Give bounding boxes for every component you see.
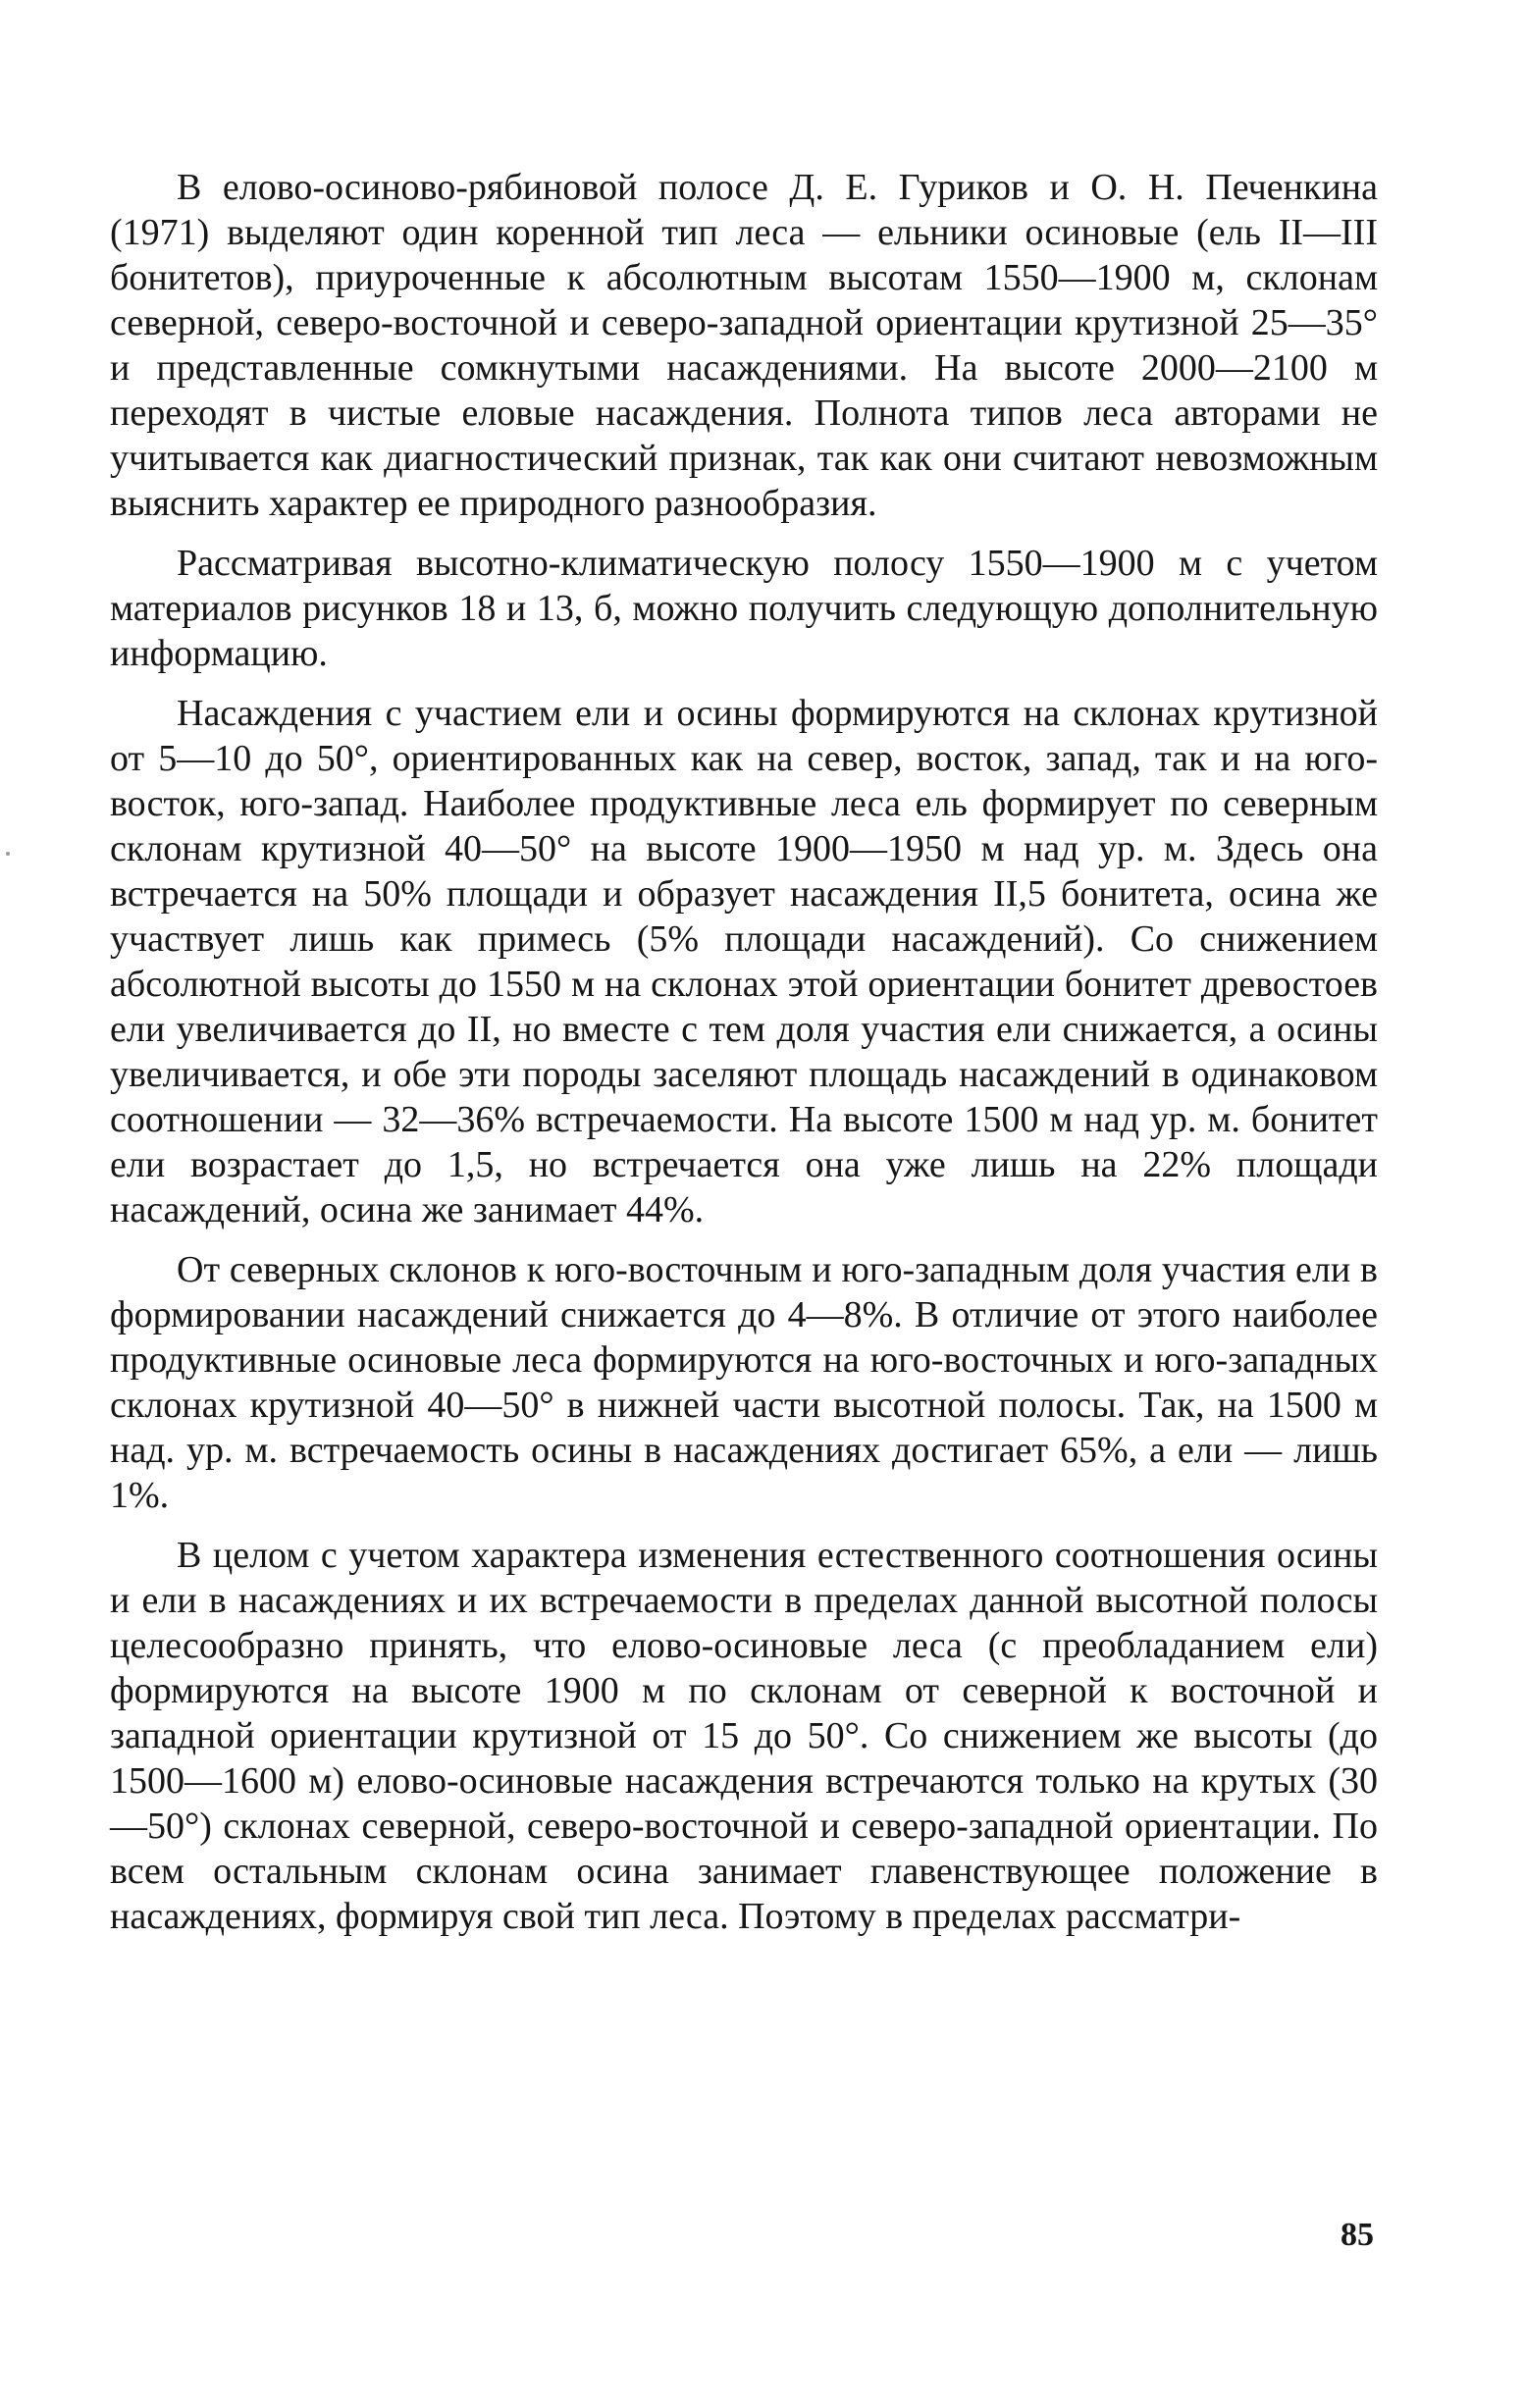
paragraph-3: Насаждения с участием ели и осины формируются на склонах крутизной от 5—10 до 50°, ориентированных как на север, восток, запад, так и на юго-восток, юго-запад. Наиболее продуктивные леса ель формирует по северным склонам крутизной 40—50° на высоте 1900—1950 м над ур. м. Здесь она встречается на 50% площади и образует насаждения II,5 бонитета, осина же участвует лишь как примесь (5% площади насаждений). Со снижением абсолютной высоты до 1550 м на склонах этой ориентации бонитет древостоев ели увеличивается до II, но вместе с тем доля участия ели снижается, а осины увеличивается, и обе эти породы заселяют площадь насаждений в одинаковом соотношении — 32—36% встречаемости. На высоте 1500 м над ур. м. бонитет ели возрастает до 1,5, но встречается она уже лишь на 22% площади насаждений, осина же занимает 44%. <box>110 693 1378 1230</box>
paragraph-4: От северных склонов к юго-восточным и юго-западным доля участия ели в формировании насаждений снижается до 4—8%. В отличие от этого наиболее продуктивные осиновые леса формируются на юго-восточных и юго-западных склонах крутизной 40—50° в нижней части высотной полосы. Так, на 1500 м над. ур. м. встречаемость осины в насаждениях достигает 65%, а ели — лишь 1%. <box>110 1249 1378 1516</box>
paragraph-2: Рассматривая высотно-климатическую полосу 1550—1900 м с учетом материалов рисунков 18 и 13, б, можно получить следующую дополнительную информацию. <box>110 543 1378 674</box>
body-text <box>110 165 1378 1939</box>
paragraph-5: В целом с учетом характера изменения естественного соотношения осины и ели в насаждениях и их встречаемости в пределах данной высотной полосы целесообразно принять, что елово-осиновые леса (с преобладанием ели) формируются на высоте 1900 м по склонам от северной к восточной и западной ориентации крутизной от 15 до 50°. Со снижением же высоты (до 1500—1600 м) елово-осиновые насаждения встречаются только на крутых (30—50°) склонах северной, северо-восточной и северо-западной ориентации. По всем остальным склонам осина занимает главенствующее положение в насаждениях, формируя свой тип леса. Поэтому в пределах рассматри- <box>110 1535 1378 1937</box>
paragraph-1: В елово-осиново-рябиновой полосе Д. Е. Гуриков и О. Н. Печенкина (1971) выделяют один коренной тип леса — ельники осиновые (ель II—III бонитетов), приуроченные к абсолютным высотам 1550—1900 м, склонам северной, северо-восточной и северо-западной ориентации крутизной 25—35° и представленные сомкнутыми насаждениями. На высоте 2000—2100 м переходят в чистые еловые насаждения. Полнота типов леса авторами не учитывается как диагностический признак, так как они считают невозможным выяснить характер ее природного разнообразия. <box>110 167 1378 524</box>
page-number: 85 <box>1341 2217 1374 2253</box>
scan-speck <box>6 852 10 856</box>
